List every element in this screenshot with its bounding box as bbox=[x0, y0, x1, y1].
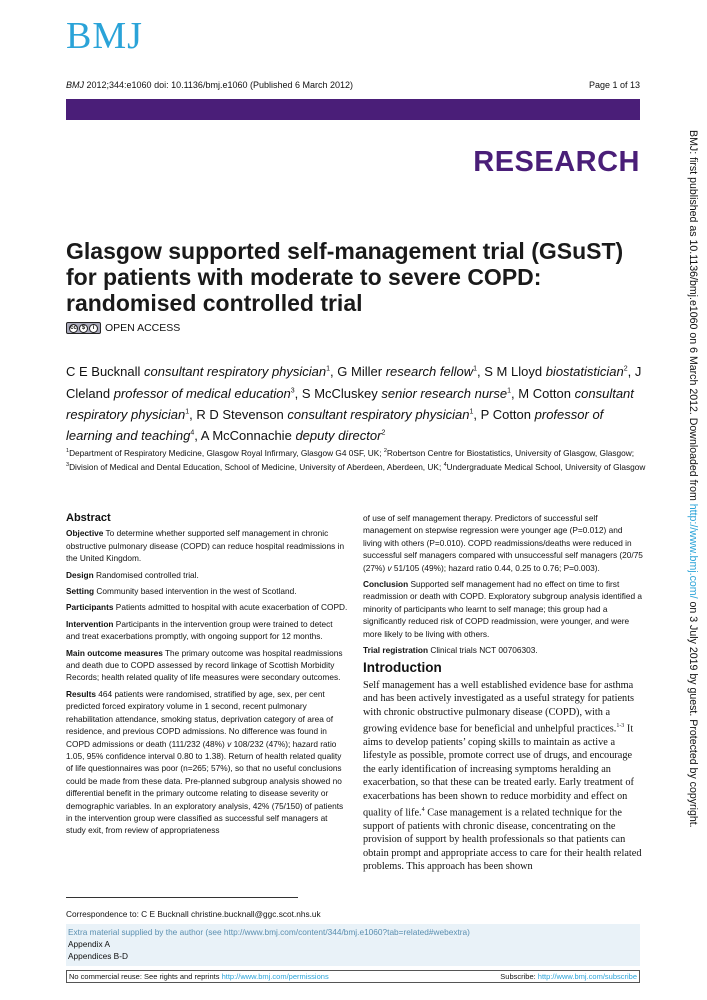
abstract-heading: Abstract bbox=[66, 512, 111, 524]
authors bbox=[66, 364, 641, 443]
registration-text: Clinical trials NCT 00706303. bbox=[428, 645, 538, 656]
affiliation-text: Undergraduate Medical School, University of Glasgow bbox=[446, 461, 646, 472]
results-text-a: 464 patients were randomised, stratified by age, sex, per cent predicted forced expiratory volume in 1 second, recent pulmonary rehabilitation attendance, smoking status, deprivation category of area of residence, and previous COPD admissions. No difference was found in COPD admissions or death (111/232 (48%) bbox=[66, 688, 334, 749]
side-note-link[interactable]: http://www.bmj.com/ bbox=[687, 503, 699, 599]
author-role: consultant respiratory physician bbox=[66, 385, 634, 422]
open-access-badge bbox=[66, 322, 180, 334]
subscribe-link[interactable]: http://www.bmj.com/subscribe bbox=[537, 972, 637, 981]
author-separator: , bbox=[627, 364, 635, 380]
author-name: C E Bucknall bbox=[66, 364, 141, 380]
article-title: Glasgow supported self-management trial (GSuST) for patients with moderate to severe COPD: randomised controlled trial bbox=[66, 238, 624, 316]
author-role: consultant respiratory physician bbox=[287, 406, 470, 422]
results-versus: v bbox=[227, 738, 232, 749]
author-name: M Cotton bbox=[518, 385, 572, 401]
author-affiliation-number: 1 bbox=[326, 366, 331, 373]
footer bbox=[66, 970, 640, 983]
setting-label: Setting bbox=[66, 586, 95, 597]
intro-text-3: Case management is a related technique for the support of patients with chronic disease, concentrating on the provision of support by health professionals so that patients can obtain prompt and appropriate access to care for their health related problems. This approach has been shown bbox=[363, 807, 642, 873]
conclusion-text: Supported self management had no effect on time to first readmission or death with COPD. Exploratory subgroup analysis identified a minority of participants who learnt to self manage; this group had a significantly reduced risk of COPD readmission, were younger, and were more likely to be living with others. bbox=[363, 579, 643, 639]
author-role: professor of medical education bbox=[113, 385, 291, 401]
outcome-text: The primary outcome was hospital readmissions and death due to COPD assessed by record linkage of Scottish Morbidity Records; health related quality of life measures were secondary outcomes. bbox=[66, 647, 343, 683]
outcome-label: Main outcome measures bbox=[66, 647, 163, 658]
citation bbox=[66, 80, 353, 90]
permissions-link[interactable]: http://www.bmj.com/permissions bbox=[221, 972, 329, 981]
affiliation-text: Robertson Centre for Biostatistics, University of Glasgow, Glasgow; bbox=[386, 447, 635, 458]
intervention-label: Intervention bbox=[66, 618, 114, 629]
intro-text-1: Self management has a well established evidence base for asthma and has been actively investigated as a useful strategy for patients with chronic obstructive pulmonary disease (COPD), with a growing evidence base for beneficial and unhelpful practices. bbox=[363, 679, 635, 735]
author-name: S McCluskey bbox=[301, 385, 378, 401]
header-bar bbox=[66, 99, 640, 120]
results-cont-versus: v bbox=[387, 562, 392, 573]
design-text: Randomised controlled trial. bbox=[93, 569, 199, 580]
participants-text: Patients admitted to hospital with acute exacerbation of COPD. bbox=[113, 602, 348, 613]
author-affiliation-number: 3 bbox=[290, 387, 295, 395]
reuse-text: No commercial reuse: See rights and reprints bbox=[69, 972, 222, 981]
author-separator: , bbox=[477, 364, 485, 380]
extra-item-appendices-b-d: Appendices B-D bbox=[68, 951, 128, 961]
registration-label: Trial registration bbox=[363, 645, 429, 656]
author-list bbox=[66, 360, 646, 445]
results-cont-text: of use of self management therapy. Predictors of successful self management on stepwise regression were younger age (P=0.012) and living with others (P=0.010). COPD readmissions/deaths were reduced in successful self managers compared with unsuccessful self managers (20/75 (27%) bbox=[363, 513, 643, 573]
intro-ref-2: 4 bbox=[421, 806, 425, 813]
introduction-body bbox=[363, 679, 643, 874]
bmj-logo: BMJ bbox=[66, 15, 143, 57]
setting-text: Community based intervention in the west of Scotland. bbox=[94, 586, 297, 597]
side-note-after: on 3 July 2019 by guest. Protected by copyright. bbox=[687, 598, 699, 828]
author-role: research fellow bbox=[385, 364, 474, 380]
author-name: P Cotton bbox=[480, 406, 532, 422]
abstract-intervention bbox=[66, 618, 348, 643]
side-note-container bbox=[676, 130, 706, 870]
author-role: biostatistician bbox=[545, 364, 624, 380]
affiliation-list bbox=[66, 448, 645, 472]
author-separator: , bbox=[194, 428, 201, 444]
extra-material-title: Extra material supplied by the author (see http://www.bmj.com/content/344/bmj.e1060?tab=related#webextra) bbox=[68, 927, 470, 937]
author-role: senior research nurse bbox=[381, 385, 508, 401]
author-affiliation-number: 4 bbox=[190, 429, 195, 437]
abstract-setting bbox=[66, 585, 348, 597]
author-separator: , bbox=[189, 406, 197, 422]
author-role: consultant respiratory physician bbox=[144, 364, 327, 380]
footer-left bbox=[69, 971, 329, 982]
citation-details: 2012;344:e1060 doi: 10.1136/bmj.e1060 (Published 6 March 2012) bbox=[84, 80, 354, 90]
author-separator: , bbox=[330, 364, 338, 380]
abstract-column-left bbox=[66, 512, 348, 841]
affiliation-text: Division of Medical and Dental Education, School of Medicine, University of Aberdeen, Aberdeen, UK; bbox=[69, 461, 444, 472]
footer-right bbox=[500, 971, 637, 982]
affiliations bbox=[66, 445, 646, 473]
design-label: Design bbox=[66, 569, 94, 580]
intro-text-2: It aims to develop patients’ coping skills to maintain as active a lifestyle as possible, promote correct use of drugs, and encourage the early identification of increasing symptoms heralding an exacerbation, so that these can be treated early. Early treatment of exacerbations has been shown to reduce morbidity and effect on quality of life. bbox=[363, 723, 634, 819]
abstract-design bbox=[66, 569, 348, 581]
citation-journal: BMJ bbox=[66, 80, 84, 90]
creative-commons-icon: cc $ i bbox=[66, 322, 101, 334]
author-affiliation-number: 1 bbox=[507, 387, 512, 395]
author-separator: , bbox=[511, 385, 519, 401]
author-role: deputy director bbox=[295, 428, 382, 444]
extra-item-appendix-a: Appendix A bbox=[68, 939, 110, 949]
objective-label: Objective bbox=[66, 528, 104, 539]
affiliation-text: Department of Respiratory Medicine, Glasgow Royal Infirmary, Glasgow G4 0SF, UK; bbox=[69, 447, 384, 458]
abstract-conclusion bbox=[363, 578, 643, 640]
subscribe-text: Subscribe: bbox=[500, 972, 538, 981]
abstract-participants bbox=[66, 601, 348, 613]
conclusion-label: Conclusion bbox=[363, 579, 409, 590]
author-name: A McConnachie bbox=[200, 428, 292, 444]
author-name: R D Stevenson bbox=[196, 406, 284, 422]
abstract-results-continued bbox=[363, 512, 643, 574]
abstract-results bbox=[66, 688, 348, 837]
intro-ref-1: 1-3 bbox=[616, 722, 625, 729]
extra-material-box bbox=[66, 924, 640, 966]
introduction-heading: Introduction bbox=[363, 660, 442, 676]
author-name: G Miller bbox=[337, 364, 383, 380]
author-affiliation-number: 1 bbox=[473, 366, 478, 373]
abstract-outcomes bbox=[66, 647, 348, 684]
affiliation-number: 2 bbox=[383, 448, 387, 454]
footnote-divider bbox=[66, 897, 298, 898]
results-cont-text-b: 51/105 (49%); hazard ratio 0.44, 0.25 to 0.76; P=0.003). bbox=[391, 562, 600, 573]
author-name: S M Lloyd bbox=[484, 364, 543, 380]
results-label: Results bbox=[66, 688, 96, 699]
author-affiliation-number: 1 bbox=[185, 408, 190, 416]
participants-label: Participants bbox=[66, 602, 114, 613]
intervention-text: Participants in the intervention group were trained to detect and treat exacerbations promptly, with ongoing support for 12 months. bbox=[66, 618, 333, 642]
abstract-objective bbox=[66, 527, 348, 564]
abstract-column-right bbox=[363, 512, 643, 878]
author-name: J Cleland bbox=[66, 364, 642, 401]
open-access-label: OPEN ACCESS bbox=[105, 322, 181, 334]
affiliation-number: 1 bbox=[66, 448, 70, 454]
correspondence: Correspondence to: C E Bucknall christine.bucknall@ggc.scot.nhs.uk bbox=[66, 909, 321, 919]
side-note-before: BMJ: first published as 10.1136/bmj.e1060 on 6 March 2012. Downloaded from bbox=[687, 130, 699, 504]
affiliation-number: 4 bbox=[443, 461, 447, 468]
results-text-b: 108/232 (47%); hazard ratio 1.05, 95% confidence interval 0.80 to 1.38). Return of health related quality of life questionnaires was poor (n=265; 57%), so that no useful conclusions could be made from these data. Pre-planned subgroup analysis showed no differential benefit in the primary outcome relating to disease severity or demographic variables. In an exploratory analysis, 42% (75/150) of patients in the intervention group were classified as successful self managers at study exit, from review of appropriateness bbox=[66, 738, 344, 836]
section-label: RESEARCH bbox=[473, 146, 640, 178]
author-separator: , bbox=[294, 385, 302, 401]
author-affiliation-number: 2 bbox=[381, 429, 386, 437]
objective-text: To determine whether supported self management in chronic obstructive pulmonary disease (COPD) can reduce hospital readmissions in the United Kingdom. bbox=[66, 528, 345, 564]
author-affiliation-number: 1 bbox=[469, 408, 474, 416]
affiliation-number: 3 bbox=[66, 461, 70, 468]
author-affiliation-number: 2 bbox=[623, 366, 628, 373]
author-separator: , bbox=[473, 406, 481, 422]
page-number: Page 1 of 13 bbox=[588, 80, 640, 90]
abstract-registration bbox=[363, 644, 643, 656]
side-copyright-note bbox=[687, 130, 699, 828]
author-role: professor of learning and teaching bbox=[66, 406, 604, 444]
